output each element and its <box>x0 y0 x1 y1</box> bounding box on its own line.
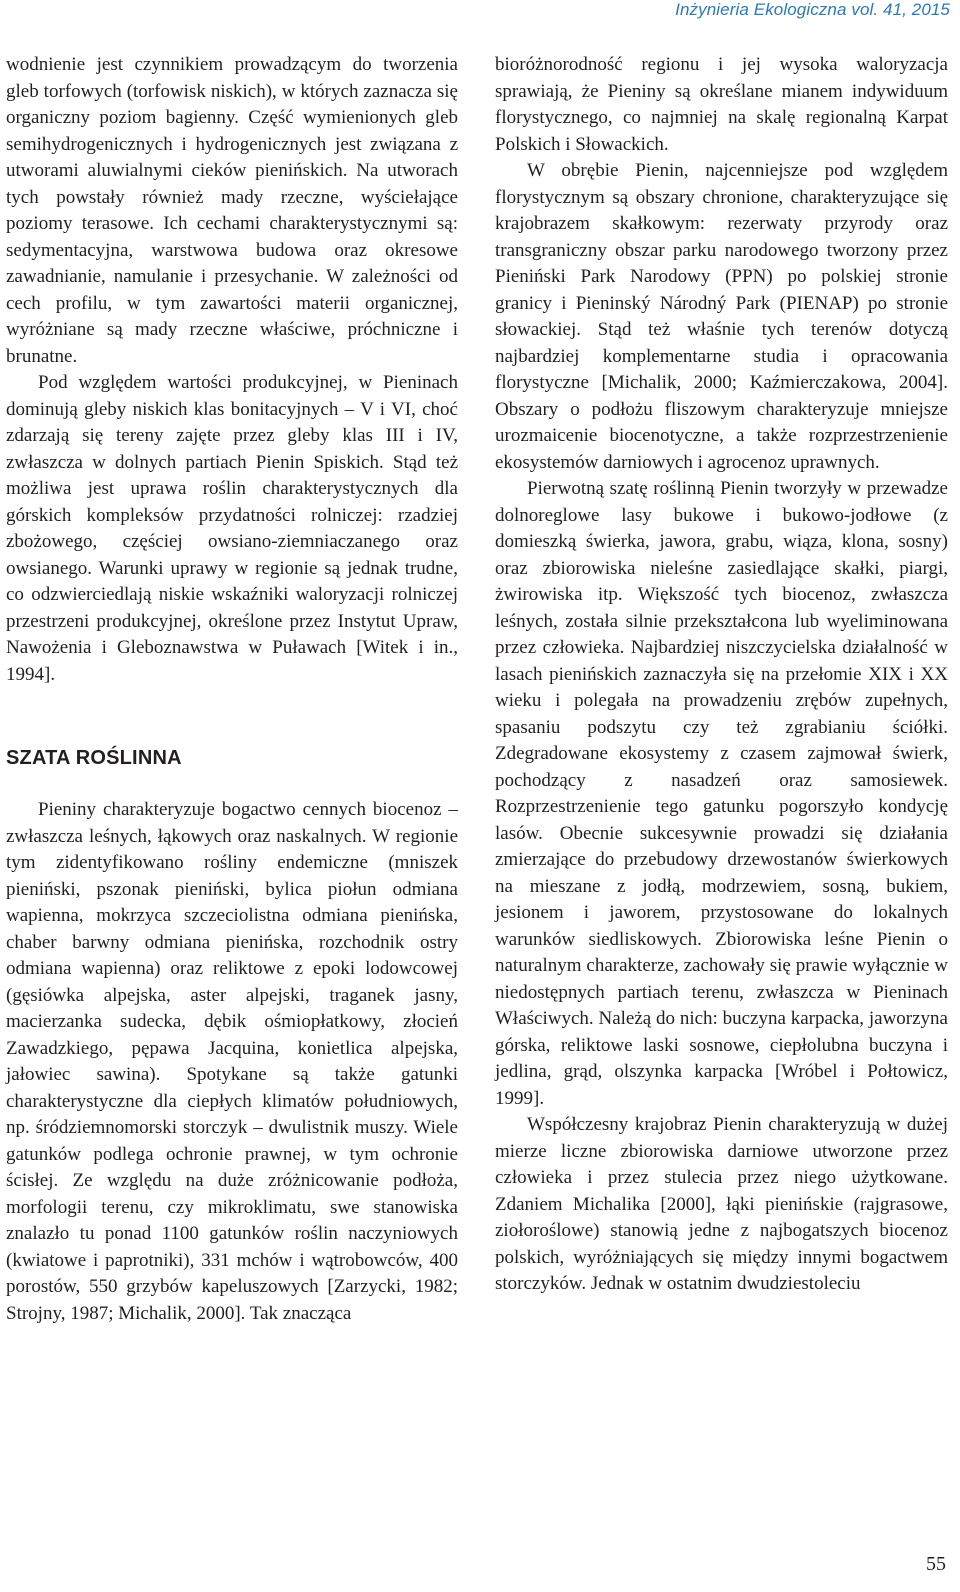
paragraph: W obrębie Pienin, najcenniejsze pod względem florystycznym są obszary chronione, charakteryzujące się krajobrazem skałkowym: rezerwaty przyrody oraz transgraniczny obszar parku narodowego tworzony przez Pieniński Park Narodowy (PPN) po polskiej stronie granicy i Pieninský Národný Park (PIENAP) po stronie słowackiej. Stąd też właśnie tych terenów dotyczą najbardziej komplementarne studia i opracowania florystyczne [Michalik, 2000; Kaźmierczakowa, 2004]. Obszary o podłożu fliszowym charakteryzuje mniejsze urozmaicenie biocenotyczne, a także rozprzestrzenienie ekosystemów darniowych i agrocenoz uprawnych. <box>495 160 948 473</box>
right-column <box>495 52 948 1298</box>
paragraph: Pierwotną szatę roślinną Pienin tworzyły w przewadze dolnoreglowe lasy bukowe i bukowo-jodłowe (z domieszką świerka, jawora, grabu, wiąza, klona, sosny) oraz zbiorowiska nieleśne zasiedlające skałki, piargi, żwirowiska itp. Większość tych biocenoz, zwłaszcza leśnych, została silnie przekształcona lub wyeliminowana przez człowieka. Najbardziej niszczycielska działalność w lasach pienińskich zaznaczyła się na przełomie XIX i XX wieku i polegała na prowadzeniu zrębów zupełnych, spasaniu podszytu czy też zgrabianiu ściółki. Zdegradowane ekosystemy z czasem zajmował świerk, pochodzący z nasadzeń oraz samosiewek. Rozprzestrzenienie tego gatunku pogorszyło kondycję lasów. Obecnie sukcesywnie prowadzi się działania zmierzające do przebudowy drzewostanów świerkowych na mieszane z jodłą, modrzewiem, sosną, bukiem, jesionem i jaworem, przystosowane do lokalnych warunków siedliskowych. Zbiorowiska leśne Pienin o naturalnym charakterze, zachowały się prawie wyłącznie w niedostępnych partiach terenu, zwłaszcza w Pieninach Właściwych. Należą do nich: buczyna karpacka, jaworzyna górska, reliktowe laski sosnowe, ciepłolubna buczyna i jedlina, grąd, olszynka karpacka [Wróbel i Połtowicz, 1999]. <box>495 478 948 1109</box>
page-number: 55 <box>926 1553 946 1575</box>
paragraph: Pieniny charakteryzuje bogactwo cennych biocenoz – zwłaszcza leśnych, łąkowych oraz naskalnych. W regionie tym zidentyfikowano rośliny endemiczne (mniszek pieniński, pszonak pieniński, bylica piołun odmiana wapienna, mokrzyca szczeciolistna odmiana pienińska, chaber barwny odmiana pienińska, rozchodnik ostry odmiana wapienna) oraz reliktowe z epoki lodowcowej (gęsiówka alpejska, aster alpejski, traganek jasny, macierzanka sudecka, dębik ośmiopłatkowy, złocień Zawadzkiego, pępawa Jacquina, konietlica alpejska, jałowiec sawina). Spotykane są także gatunki charakterystyczne dla ciepłych klimatów południowych, np. śródziemnomorski storczyk – dwulistnik muszy. Wiele gatunków podlega ochronie prawnej, w tym ochronie ścisłej. Ze względu na duże zróżnicowanie podłoża, morfologii terenu, czy mikroklimatu, swe stanowiska znalazło tu ponad 1100 gatunków roślin naczyniowych (kwiatowe i paprotniki), 331 mchów i wątrobowców, 400 porostów, 550 grzybów kapeluszowych [Zarzycki, 1982; Strojny, 1987; Michalik, 2000]. Tak znacząca <box>6 799 458 1324</box>
left-column <box>6 52 458 1327</box>
section-heading: SZATA ROŚLINNA <box>6 747 182 769</box>
paragraph: wodnienie jest czynnikiem prowadzącym do tworzenia gleb torfowych (torfowisk niskich), w których zaznacza się organiczny poziom bagienny. Część wymienionych gleb semihydrogenicznych i hydrogenicznych jest związana z utworami aluwialnymi cieków pienińskich. Na utworach tych powstały również mady rzeczne, wyściełające poziomy terasowe. Ich cechami charakterystycznymi są: sedymentacyjna, warstwowa budowa oraz okresowe zawadnianie, namulanie i przesychanie. W zależności od cech profilu, w tym zawartości materii organicznej, wyróżniane są mady rzeczne właściwe, próchniczne i brunatne. <box>6 54 458 367</box>
paragraph: Pod względem wartości produkcyjnej, w Pieninach dominują gleby niskich klas bonitacyjnych – V i VI, choć zdarzają się tereny zajęte przez gleby klas III i IV, zwłaszcza w dolnych partiach Pienin Spiskich. Stąd też możliwa jest uprawa roślin charakterystycznych dla górskich kompleksów przydatności rolniczej: rzadziej zbożowego, częściej owsiano-ziemniaczanego oraz owsianego. Warunki uprawy w regionie są jednak trudne, co odzwierciedlają niskie wskaźniki waloryzacji rolniczej przestrzeni produkcyjnej, określone przez Instytut Upraw, Nawożenia i Gleboznawstwa w Puławach [Witek i in., 1994]. <box>6 372 458 685</box>
paragraph: Współczesny krajobraz Pienin charakteryzują w dużej mierze liczne zbiorowiska darniowe utworzone przez człowieka i przez stulecia przez niego użytkowane. Zdaniem Michalika [2000], łąki pienińskie (rajgrasowe, ziołoroślowe) stanowią jedne z najbogatszych biocenoz polskich, wyróżniających się między innymi bogactwem storczyków. Jednak w ostatnim dwudziestoleciu <box>495 1114 948 1294</box>
paragraph: bioróżnorodność regionu i jej wysoka waloryzacja sprawiają, że Pieniny są określane mianem indywiduum florystycznego, co najmniej na skalę regionalną Karpat Polskich i Słowackich. <box>495 54 948 155</box>
running-header: Inżynieria Ekologiczna vol. 41, 2015 <box>675 0 950 19</box>
